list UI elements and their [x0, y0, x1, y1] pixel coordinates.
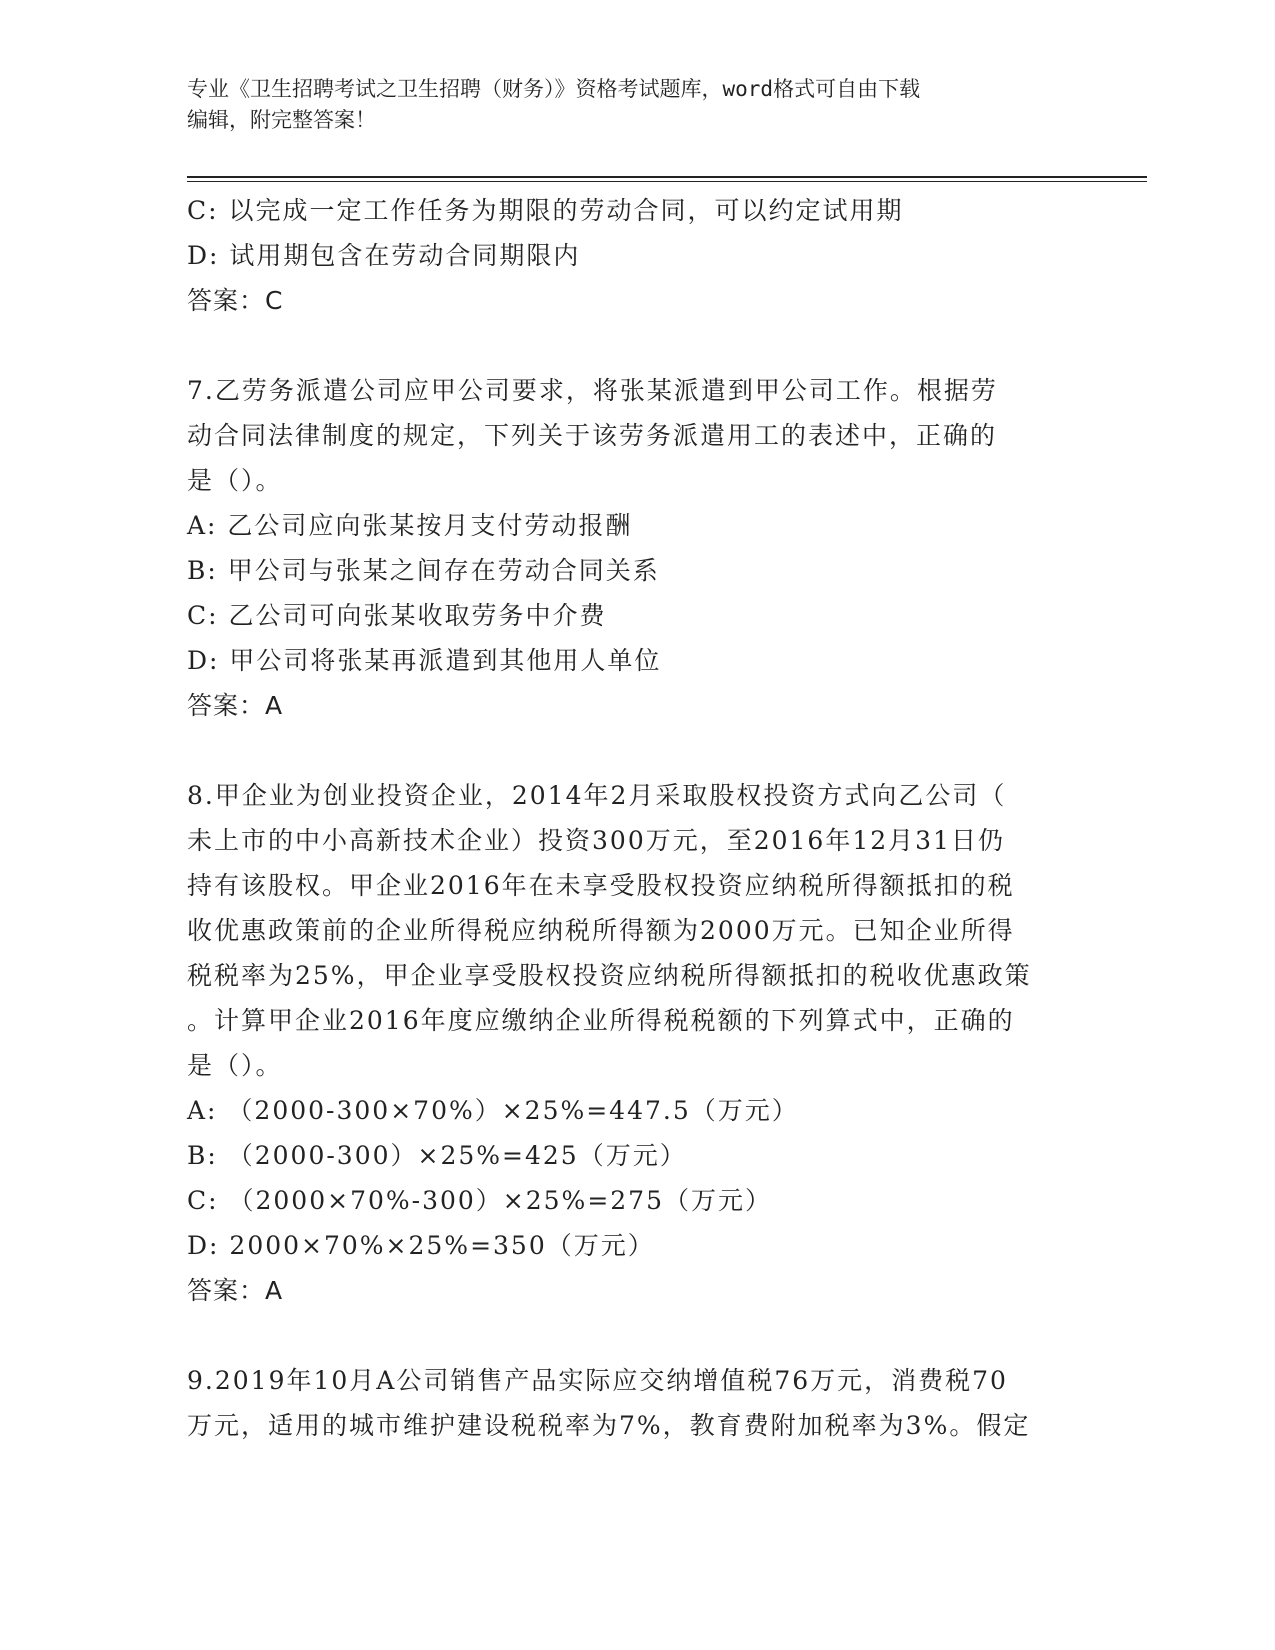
option-c: C: 以完成一定工作任务为期限的劳动合同，可以约定试用期 — [187, 196, 904, 225]
option-a: A: 乙公司应向张某按月支付劳动报酬 — [187, 511, 633, 540]
question-stem-line: 。计算甲企业2016年度应缴纳企业所得税税额的下列算式中，正确的 — [187, 1006, 1015, 1035]
spacer — [187, 728, 1087, 773]
page-header — [187, 74, 1087, 136]
question-stem-line: 未上市的中小高新技术企业）投资300万元，至2016年12月31日仍 — [187, 826, 1005, 855]
option-c: C: 乙公司可向张某收取劳务中介费 — [187, 601, 607, 630]
spacer — [187, 323, 1087, 368]
question-stem-line: 9.2019年10月A公司销售产品实际应交纳增值税76万元，消费税70 — [187, 1366, 1008, 1395]
header-line-2: 编辑，附完整答案！ — [187, 108, 376, 132]
question-stem-line: 万元，适用的城市维护建设税税率为7%，教育费附加税率为3%。假定 — [187, 1411, 1031, 1440]
answer-line: 答案：A — [187, 1276, 284, 1305]
spacer — [187, 1313, 1087, 1358]
question-content — [187, 188, 1087, 1448]
header-rule-thin — [187, 181, 1147, 182]
question-stem-line: 收优惠政策前的企业所得税应纳税所得额为2000万元。已知企业所得 — [187, 916, 1015, 945]
question-stem-line: 7.乙劳务派遣公司应甲公司要求，将张某派遣到甲公司工作。根据劳 — [187, 376, 998, 405]
answer-line: 答案：C — [187, 286, 284, 315]
question-stem-line: 动合同法律制度的规定，下列关于该劳务派遣用工的表述中，正确的 — [187, 421, 998, 450]
option-d: D: 甲公司将张某再派遣到其他用人单位 — [187, 646, 662, 675]
question-stem-line: 是（）。 — [187, 466, 283, 495]
option-b: B: 甲公司与张某之间存在劳动合同关系 — [187, 556, 660, 585]
option-a: A: （2000-300×70%）×25%=447.5（万元） — [187, 1096, 799, 1125]
question-stem-line: 8.甲企业为创业投资企业，2014年2月采取股权投资方式向乙公司（ — [187, 781, 1007, 810]
option-d: D: 2000×70%×25%=350（万元） — [187, 1231, 655, 1260]
question-8 — [187, 773, 1087, 1313]
option-c: C: （2000×70%-300）×25%=275（万元） — [187, 1186, 772, 1215]
question-6-tail — [187, 188, 1087, 323]
question-7 — [187, 368, 1087, 728]
option-b: B: （2000-300）×25%=425（万元） — [187, 1141, 687, 1170]
header-line-1: 专业《卫生招聘考试之卫生招聘（财务）》资格考试题库，word格式可自由下载 — [187, 77, 921, 101]
question-stem-line: 持有该股权。甲企业2016年在未享受股权投资应纳税所得额抵扣的税 — [187, 871, 1015, 900]
header-rule-thick — [187, 176, 1147, 178]
question-stem-line: 是（）。 — [187, 1051, 283, 1080]
question-9 — [187, 1358, 1087, 1448]
option-d: D: 试用期包含在劳动合同期限内 — [187, 241, 581, 270]
answer-line: 答案：A — [187, 691, 284, 720]
question-stem-line: 税税率为25%，甲企业享受股权投资应纳税所得额抵扣的税收优惠政策 — [187, 961, 1032, 990]
